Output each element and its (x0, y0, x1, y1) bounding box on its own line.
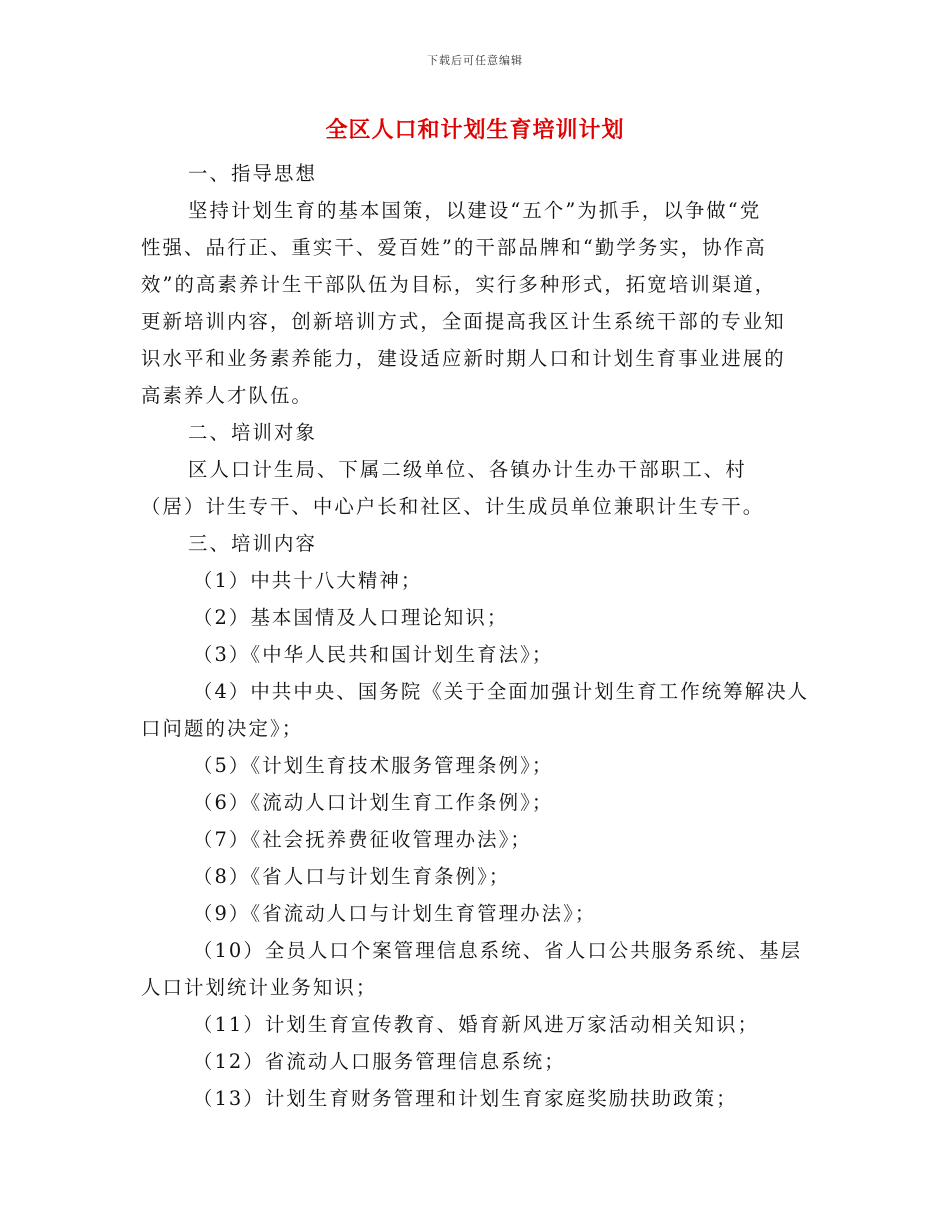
paragraph (141, 599, 809, 636)
paragraph (141, 1006, 809, 1043)
text-line: （9）《省流动人口与计划生育管理办法》； (193, 902, 597, 925)
text-line: 更新培训内容，创新培训方式，全面提高我区计生系统干部的专业知 (141, 310, 786, 333)
text-line: （居）计生专干、中心户长和社区、计生成员单位兼职计生专干。 (141, 495, 765, 518)
paragraph (141, 525, 809, 562)
header-note: 下载后可任意编辑 (427, 54, 523, 67)
text-line: 坚持计划生育的基本国策，以建设“五个”为抓手，以争做“党 (188, 199, 762, 222)
text-line: 识水平和业务素养能力，建设适应新时期人口和计划生育事业进展的 (141, 347, 786, 370)
text-line: （5）《计划生育技术服务管理条例》； (193, 754, 554, 777)
text-line: （3）《中华人民共和国计划生育法》； (193, 643, 554, 666)
paragraph (141, 784, 809, 821)
document-title: 全区人口和计划生育培训计划 (325, 117, 625, 143)
text-line: （1）中共十八大精神； (193, 569, 423, 592)
text-line: 三、培训内容 (188, 532, 317, 555)
paragraph (141, 414, 809, 451)
text-line: 人口计划统计业务知识； (141, 976, 378, 999)
paragraph (141, 192, 809, 414)
text-line: 性强、品行正、重实干、爱百姓”的干部品牌和“勤学务实，协作高 (141, 236, 767, 259)
paragraph (141, 747, 809, 784)
text-line: 一、指导思想 (188, 162, 317, 185)
paragraph (141, 562, 809, 599)
text-line: （7）《社会抚养费征收管理办法》； (193, 828, 532, 851)
text-line: （10）全员人口个案管理信息系统、省人口公共服务系统、基层 (193, 939, 803, 962)
text-line: 效”的高素养计生干部队伍为目标，实行多种形式，拓宽培训渠道， (141, 273, 777, 296)
document-body (141, 155, 809, 1117)
text-line: （4）中共中央、国务院《关于全面加强计划生育工作统筹解决人 (193, 680, 810, 703)
paragraph (141, 1080, 809, 1117)
paragraph (141, 932, 809, 1006)
text-line: （2）基本国情及人口理论知识； (193, 606, 509, 629)
paragraph (141, 451, 809, 525)
text-line: （13）计划生育财务管理和计划生育家庭奖励扶助政策； (193, 1087, 738, 1110)
text-line: 二、培训对象 (188, 421, 317, 444)
paragraph (141, 636, 809, 673)
paragraph (141, 673, 809, 747)
text-line: 高素养人才队伍。 (141, 384, 313, 407)
text-line: （6）《流动人口计划生育工作条例》； (193, 791, 554, 814)
paragraph (141, 895, 809, 932)
text-line: （12）省流动人口服务管理信息系统； (193, 1050, 566, 1073)
text-line: 口问题的决定》； (141, 717, 304, 740)
paragraph (141, 858, 809, 895)
text-line: （11）计划生育宣传教育、婚育新风进万家活动相关知识； (193, 1013, 760, 1036)
paragraph (141, 821, 809, 858)
text-line: （8）《省人口与计划生育条例》； (193, 865, 511, 888)
paragraph (141, 155, 809, 192)
text-line: 区人口计生局、下属二级单位、各镇办计生办干部职工、村 (188, 458, 747, 481)
paragraph (141, 1043, 809, 1080)
